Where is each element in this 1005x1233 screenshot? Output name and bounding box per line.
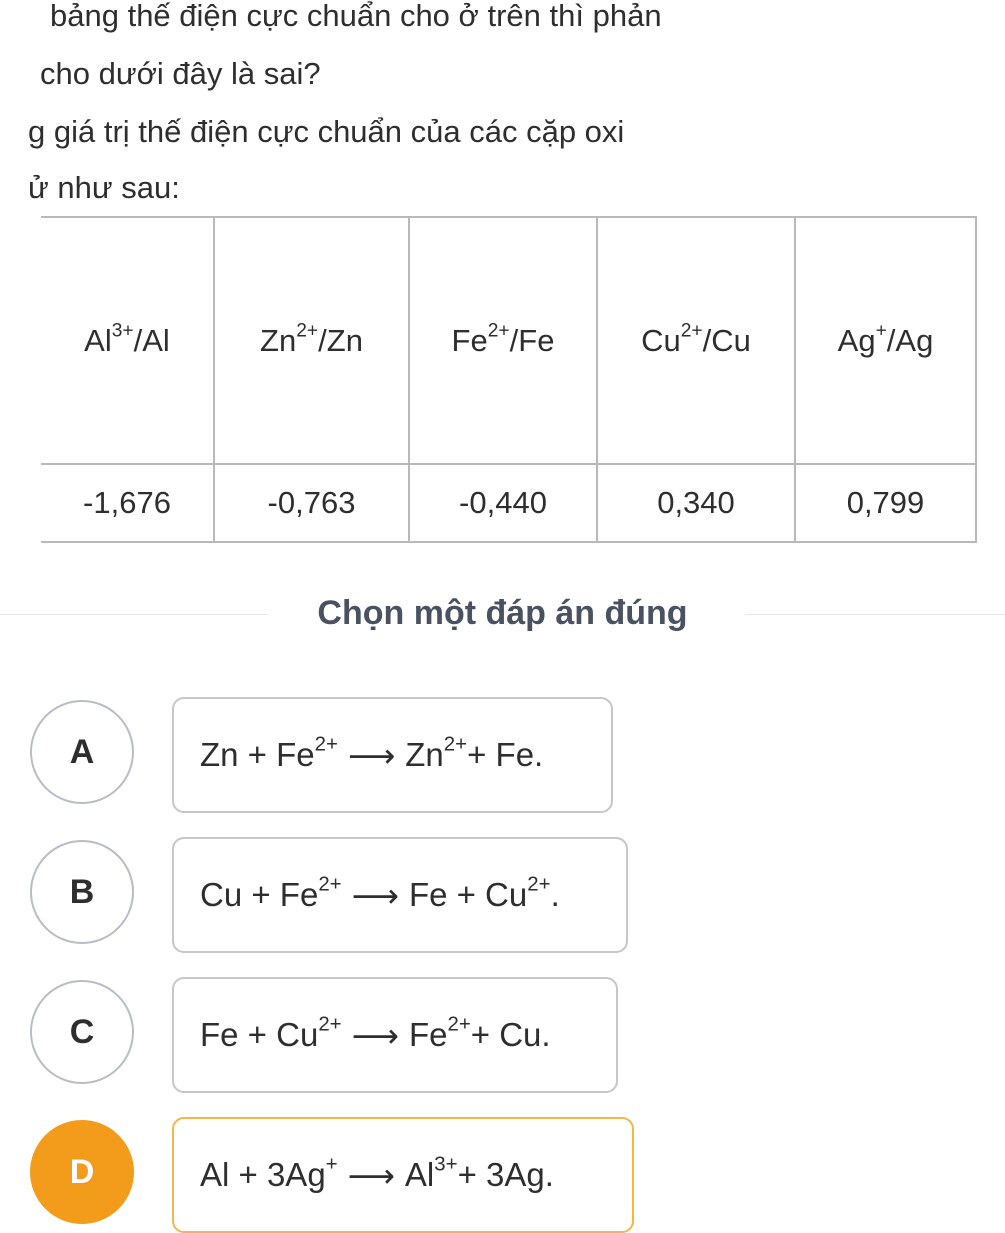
equation-term: Al + 3Ag+ (200, 1152, 338, 1193)
table-value-row (41, 464, 976, 542)
option-d-letter[interactable]: D (30, 1120, 134, 1224)
equation-term: . (550, 876, 560, 913)
header-cell: $Fe^{2+}/Fe$ (409, 217, 597, 464)
table-header-row (41, 217, 976, 464)
equation-term: $Fe^{2+}$ (408, 1012, 471, 1053)
question-line-1: bảng thế điện cực chuẩn cho ở trên thì phản (50, 0, 662, 33)
option-d-box[interactable] (172, 1117, 634, 1233)
value-cell: -1,676 (41, 464, 214, 542)
equation-term: + Fe. (467, 736, 544, 773)
equation-term: + Cu. (470, 1016, 551, 1053)
reaction-arrow: ⟶ (351, 876, 399, 914)
reaction-arrow: ⟶ (347, 736, 396, 774)
header-cell: Ag+/Ag (795, 217, 976, 464)
value-cell: -0,763 (214, 464, 409, 542)
potential-table (41, 216, 977, 543)
equation-term: $Al^{3+}$ (404, 1152, 458, 1193)
header-cell: $Cu^{2+}/Cu$ (597, 217, 795, 464)
equation-term: $Zn^{2+}$ (405, 732, 468, 773)
question-line-3: g giá trị thế điện cực chuẩn của các cặp oxi (28, 114, 625, 149)
question-line-2: cho dưới đây là sai? (40, 56, 321, 91)
option-c-box[interactable] (172, 977, 618, 1093)
option-b-letter[interactable]: B (30, 840, 134, 944)
reaction-arrow: ⟶ (347, 1156, 395, 1194)
question-line-4: ử như sau: (28, 170, 180, 205)
equation-term: $Fe + Cu^{2+}$ (408, 872, 551, 913)
equation-term: $Cu + Fe^{2+}$ (200, 872, 342, 913)
value-cell: 0,340 (597, 464, 795, 542)
equation-term: $Zn + Fe^{2+}$ (200, 732, 338, 773)
option-c-letter[interactable]: C (30, 980, 134, 1084)
option-a-letter[interactable]: A (30, 700, 134, 804)
equation-term: $Fe + Cu^{2+}$ (200, 1012, 342, 1053)
value-cell: 0,799 (795, 464, 976, 542)
reaction-arrow: ⟶ (351, 1016, 399, 1054)
value-cell: -0,440 (409, 464, 597, 542)
header-cell: $Al^{3+}/Al$ (41, 217, 214, 464)
equation-term: + 3Ag. (457, 1156, 554, 1193)
choose-prompt: Chọn một đáp án đúng (317, 594, 688, 632)
option-b-box[interactable] (172, 837, 628, 953)
option-a-box[interactable] (172, 697, 613, 813)
header-cell: $Zn^{2+}/Zn$ (214, 217, 409, 464)
